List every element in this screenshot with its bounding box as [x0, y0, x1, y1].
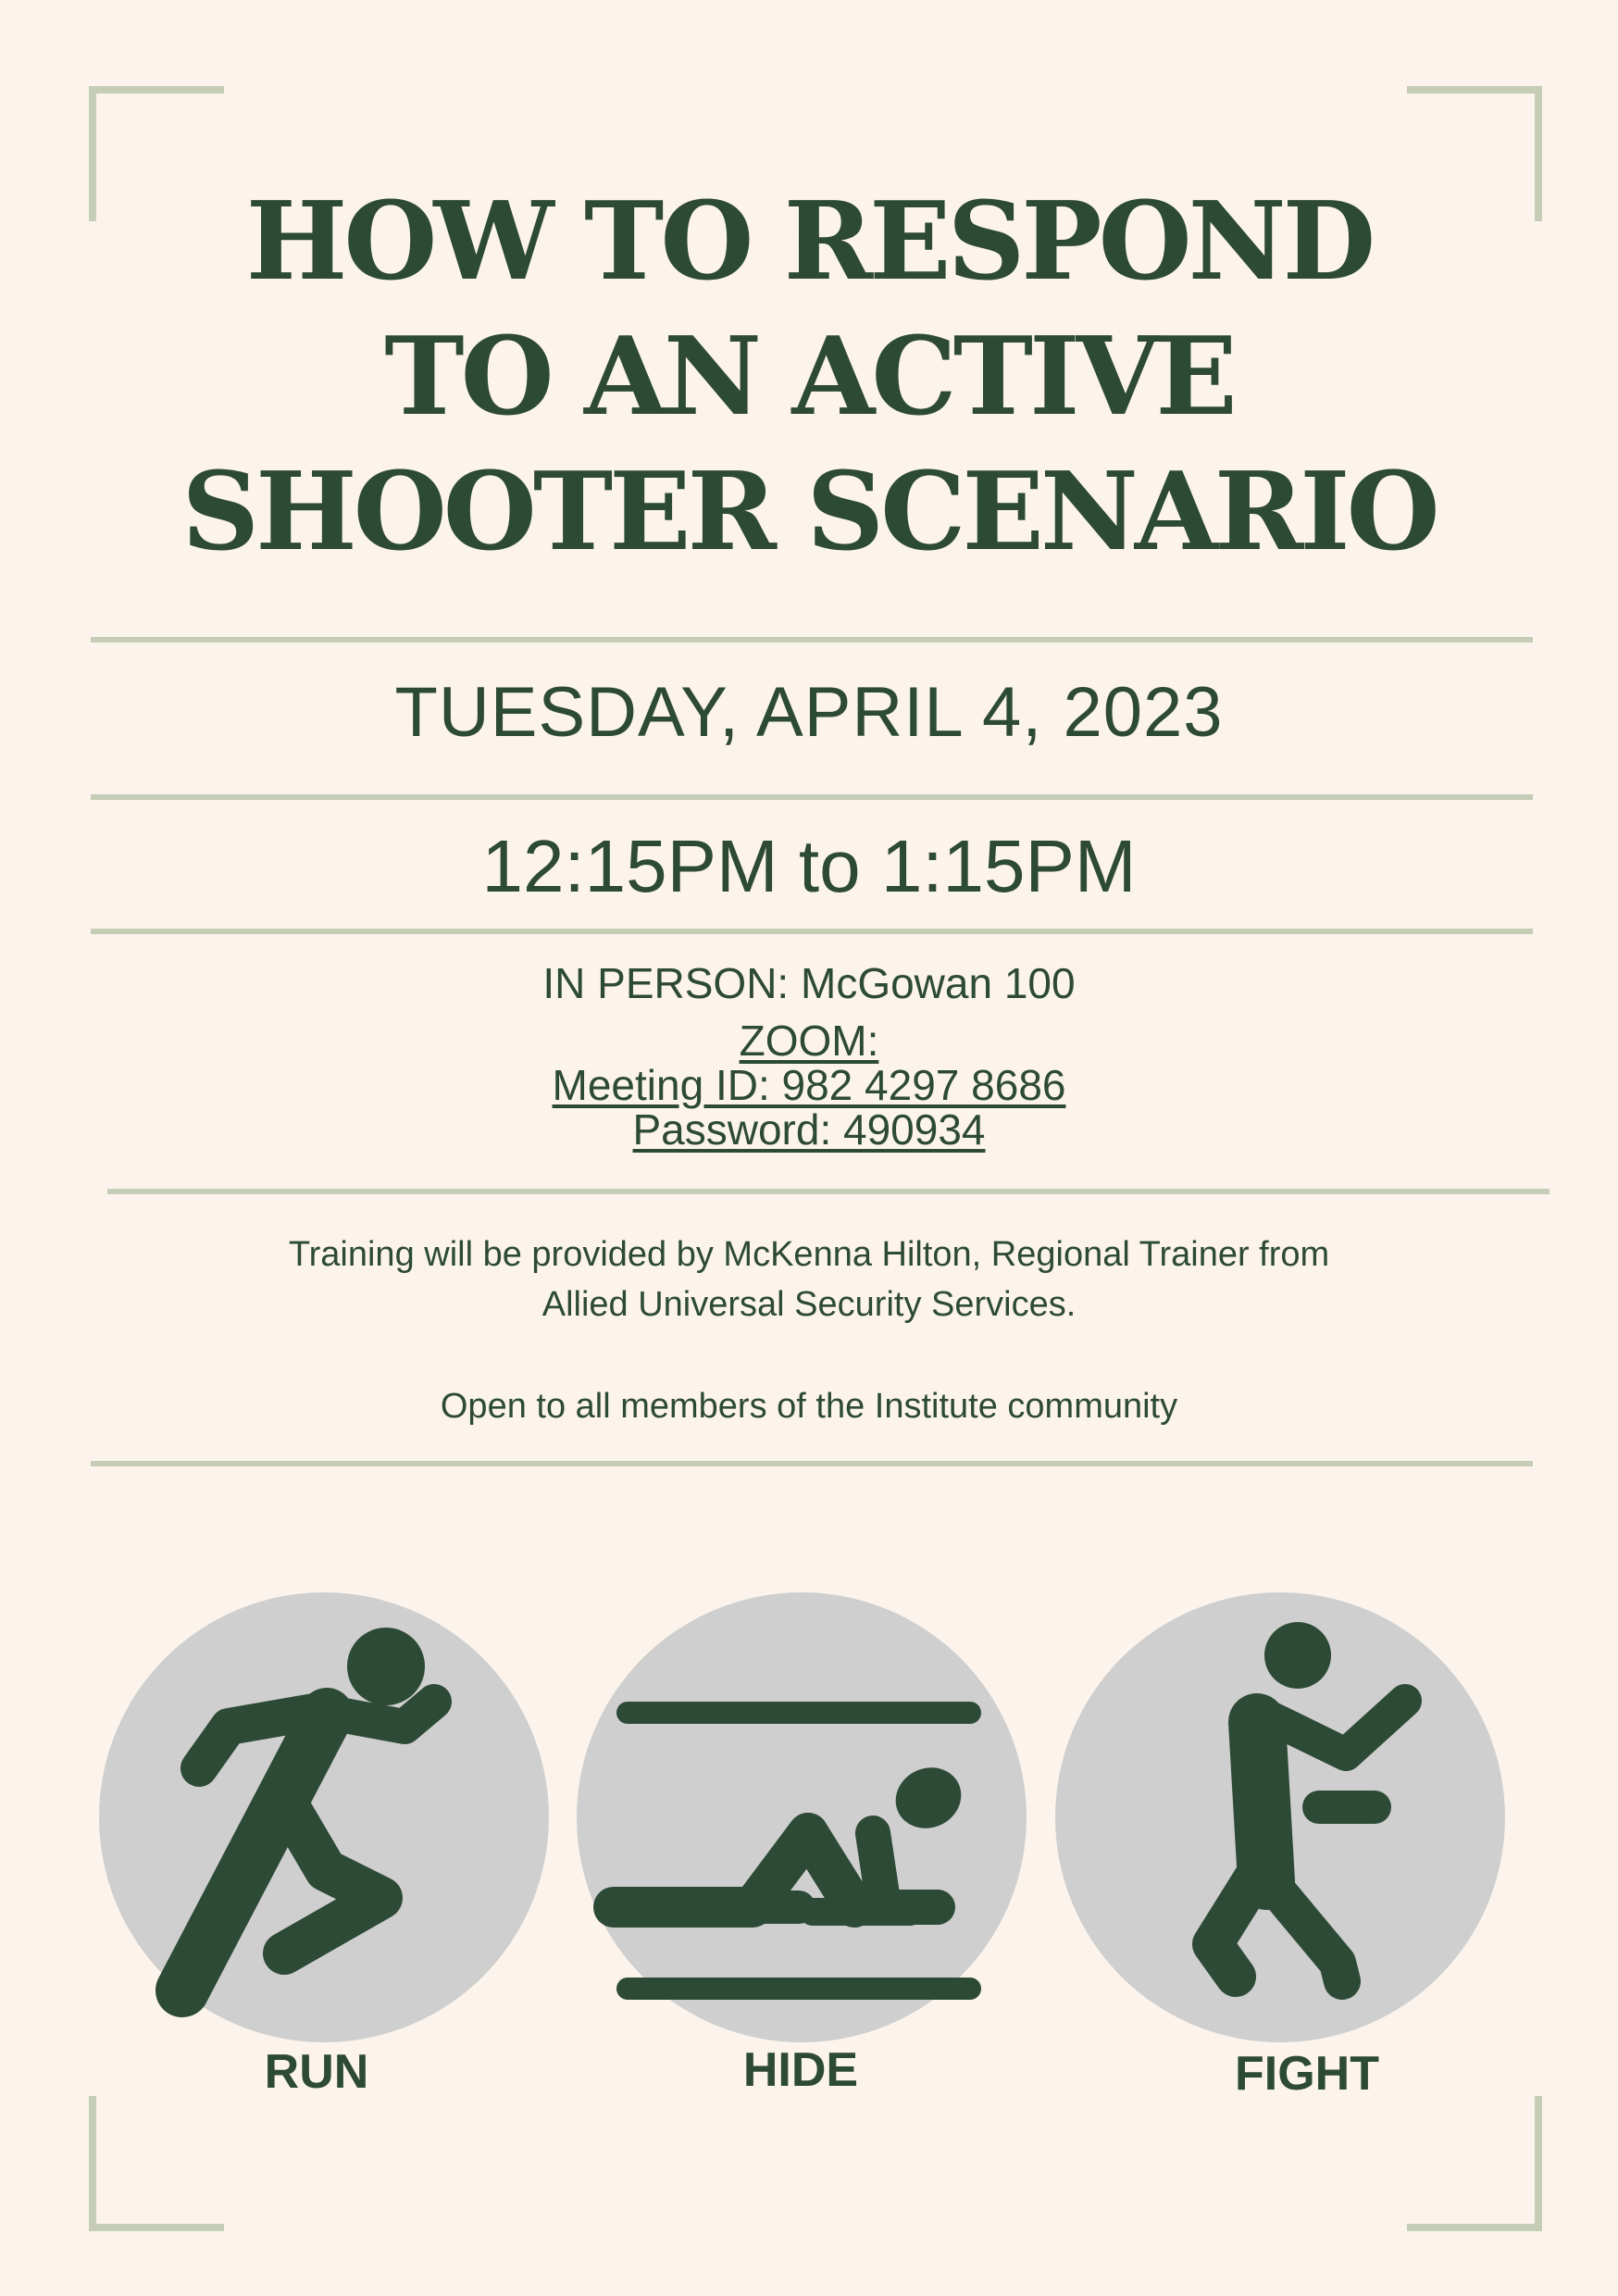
page-title	[0, 174, 1618, 580]
divider	[91, 794, 1533, 800]
running-person-icon	[99, 1592, 549, 2042]
event-time: 12:15PM to 1:15PM	[481, 825, 1137, 907]
zoom-label[interactable]: ZOOM:	[739, 1017, 879, 1065]
training-line-2: Allied Universal Security Services.	[541, 1285, 1077, 1324]
corner-frame-bottom-right	[1407, 2096, 1542, 2231]
training-description	[0, 1229, 1618, 1329]
training-line-1: Training will be provided by McKenna Hilton, Regional Trainer from	[288, 1235, 1330, 1274]
zoom-meeting-id[interactable]: Meeting ID: 982 4297 8686	[552, 1061, 1066, 1109]
fighting-person-icon	[1055, 1592, 1505, 2042]
title-line-3: SHOOTER SCENARIO	[181, 449, 1437, 575]
audience-note: Open to all members of the Institute community	[440, 1387, 1178, 1426]
fight-label: FIGHT	[1235, 2047, 1379, 2101]
run-label: RUN	[264, 2045, 369, 2099]
divider	[91, 637, 1533, 643]
divider	[107, 1189, 1550, 1194]
zoom-password[interactable]: Password: 490934	[632, 1105, 986, 1154]
hide-label: HIDE	[742, 2043, 859, 2097]
title-line-1: HOW TO RESPOND	[245, 179, 1373, 305]
divider	[91, 929, 1533, 934]
divider	[91, 1461, 1533, 1466]
hiding-person-icon	[577, 1592, 1027, 2042]
title-line-2: TO AN ACTIVE	[384, 314, 1234, 440]
in-person-location: IN PERSON: McGowan 100	[542, 959, 1076, 1007]
event-date: TUESDAY, APRIL 4, 2023	[394, 673, 1224, 752]
corner-frame-bottom-left	[89, 2096, 224, 2231]
zoom-details	[0, 1018, 1618, 1152]
